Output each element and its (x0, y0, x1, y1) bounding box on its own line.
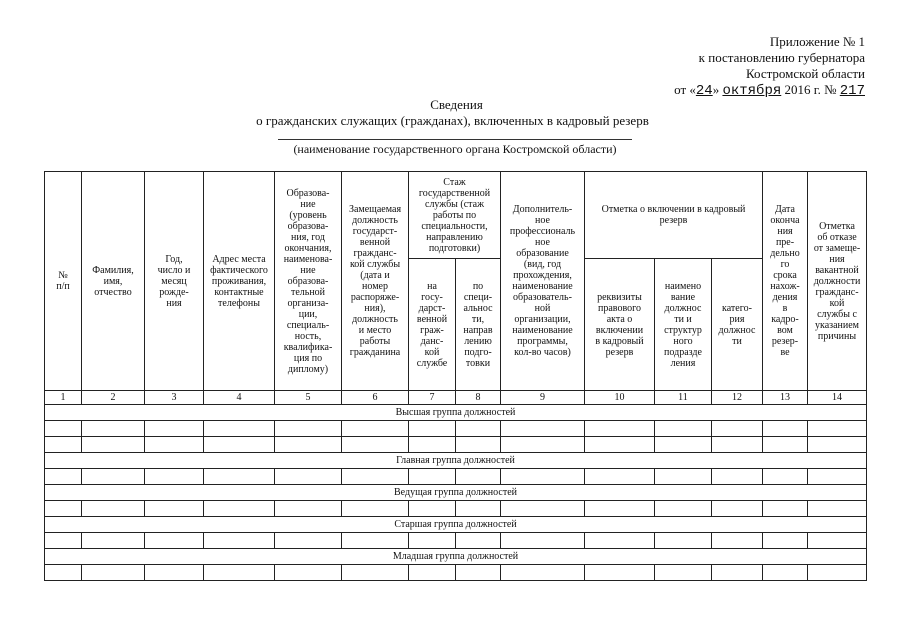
table-cell[interactable] (655, 565, 712, 581)
table-cell[interactable] (808, 437, 867, 453)
table-cell[interactable] (808, 501, 867, 517)
table-cell[interactable] (204, 421, 275, 437)
table-cell[interactable] (409, 437, 456, 453)
header-birth: Год, число и месяц рожде- ния (145, 172, 204, 391)
decree-number: 217 (839, 83, 865, 99)
header-position: Замещаемая должность государст- венной гражданс- кой службы (дата и номер распоряже- ния), должность и место работы гражданина (342, 172, 409, 391)
date-day: 24 (695, 83, 713, 99)
col-num: 8 (456, 391, 501, 405)
table-row (45, 533, 867, 549)
header-experience: Стаж государственной службы (стаж работы по специальности, направлению подготовки) (409, 172, 501, 259)
table-cell[interactable] (763, 565, 808, 581)
table-cell[interactable] (585, 565, 655, 581)
annex-header (605, 34, 865, 99)
table-cell[interactable] (808, 421, 867, 437)
table-cell[interactable] (82, 533, 145, 549)
table-cell[interactable] (712, 501, 763, 517)
table-cell[interactable] (82, 421, 145, 437)
table-cell[interactable] (585, 437, 655, 453)
table-cell[interactable] (342, 565, 409, 581)
table-cell[interactable] (456, 421, 501, 437)
table-cell[interactable] (501, 565, 585, 581)
table-cell[interactable] (342, 501, 409, 517)
table-cell[interactable] (145, 469, 204, 485)
table-cell[interactable] (501, 421, 585, 437)
table-cell[interactable] (712, 565, 763, 581)
table-cell[interactable] (45, 469, 82, 485)
col-num: 7 (409, 391, 456, 405)
header-position-title: наимено вание должнос ти и структур ного подразде ления (655, 259, 712, 391)
header-name: Фамилия, имя, отчество (82, 172, 145, 391)
table-cell[interactable] (204, 469, 275, 485)
group-row-main (45, 453, 867, 469)
group-row-junior (45, 549, 867, 565)
table-cell[interactable] (585, 469, 655, 485)
table-cell[interactable] (409, 565, 456, 581)
table-cell[interactable] (82, 437, 145, 453)
header-additional-education: Дополнитель- ное профессиональ ное образование (вид, год прохождения, наименование образователь- ной организации, наименование программы, кол-во часов) (501, 172, 585, 391)
table-cell[interactable] (655, 437, 712, 453)
table-cell[interactable] (342, 437, 409, 453)
col-num: 14 (808, 391, 867, 405)
table-cell[interactable] (409, 421, 456, 437)
table-cell[interactable] (342, 469, 409, 485)
column-number-row (45, 391, 867, 405)
reserve-table (44, 171, 867, 581)
table-cell[interactable] (763, 501, 808, 517)
col-num: 2 (82, 391, 145, 405)
table-cell[interactable] (501, 501, 585, 517)
table-cell[interactable] (808, 533, 867, 549)
header-end-date: Дата оконча ния пре- дельно го срока нахож- дения в кадро- вом резер- ве (763, 172, 808, 391)
group-label: Младшая группа должностей (45, 549, 867, 565)
header-row-1 (45, 172, 867, 259)
table-cell[interactable] (145, 437, 204, 453)
group-label: Главная группа должностей (45, 453, 867, 469)
table-cell[interactable] (712, 437, 763, 453)
table-cell[interactable] (585, 501, 655, 517)
header-refusal: Отметка об отказе от замеще- ния вакантной должности гражданс- кой службы с указанием причины (808, 172, 867, 391)
org-name-line (278, 139, 632, 140)
table-cell[interactable] (655, 533, 712, 549)
header-act-details: реквизиты правового акта о включении в кадровый резерв (585, 259, 655, 391)
table-cell[interactable] (501, 533, 585, 549)
table-cell[interactable] (82, 565, 145, 581)
col-num: 5 (275, 391, 342, 405)
table-cell[interactable] (808, 565, 867, 581)
table-cell[interactable] (501, 437, 585, 453)
header-inclusion-mark: Отметка о включении в кадровый резерв (585, 172, 763, 259)
table-cell[interactable] (585, 421, 655, 437)
col-num: 6 (342, 391, 409, 405)
table-cell[interactable] (409, 469, 456, 485)
table-cell[interactable] (82, 501, 145, 517)
table-cell[interactable] (145, 421, 204, 437)
table-cell[interactable] (45, 565, 82, 581)
group-label: Старшая группа должностей (45, 517, 867, 533)
table-cell[interactable] (456, 533, 501, 549)
table-cell[interactable] (712, 469, 763, 485)
col-num: 12 (712, 391, 763, 405)
table-row (45, 469, 867, 485)
table-row (45, 437, 867, 453)
table-cell[interactable] (655, 501, 712, 517)
annex-ref: к постановлению губернатора (698, 50, 865, 65)
table-cell[interactable] (456, 501, 501, 517)
table-cell[interactable] (275, 469, 342, 485)
table-cell[interactable] (204, 533, 275, 549)
table-cell[interactable] (763, 469, 808, 485)
annex-region: Костромской области (745, 66, 865, 81)
table-cell[interactable] (45, 421, 82, 437)
table-cell[interactable] (409, 533, 456, 549)
date-month: октября (722, 83, 782, 99)
header-number: № п/п (45, 172, 82, 391)
table-cell[interactable] (204, 501, 275, 517)
table-cell[interactable] (808, 469, 867, 485)
table-cell[interactable] (763, 533, 808, 549)
col-num: 13 (763, 391, 808, 405)
header-exp-civil: на госу- дарст- венной граж- данс- кой службе (409, 259, 456, 391)
table-cell[interactable] (342, 533, 409, 549)
table-cell[interactable] (145, 501, 204, 517)
group-row-highest (45, 405, 867, 421)
table-cell[interactable] (45, 533, 82, 549)
group-label: Высшая группа должностей (45, 405, 867, 421)
table-cell[interactable] (655, 469, 712, 485)
annex-title: Приложение № 1 (769, 34, 865, 49)
table-cell[interactable] (45, 437, 82, 453)
table-cell[interactable] (204, 437, 275, 453)
header-category: катего- рия должнос ти (712, 259, 763, 391)
table-cell[interactable] (655, 421, 712, 437)
col-num: 4 (204, 391, 275, 405)
header-exp-specialty: по специ- альнос ти, направ лению подго- товки (456, 259, 501, 391)
document-title (0, 97, 905, 129)
col-num: 3 (145, 391, 204, 405)
table-cell[interactable] (204, 565, 275, 581)
col-num: 1 (45, 391, 82, 405)
table-cell[interactable] (501, 469, 585, 485)
header-education: Образова- ние (уровень образова- ния, год окончания, наименова- ние образова- тельной организа- ции, специаль- ность, квалифика- ция по диплому) (275, 172, 342, 391)
table-cell[interactable] (409, 501, 456, 517)
table-row (45, 565, 867, 581)
table-cell[interactable] (712, 533, 763, 549)
table-row (45, 501, 867, 517)
date-year: 2016 г. № (781, 82, 840, 97)
table-cell[interactable] (275, 501, 342, 517)
col-num: 10 (585, 391, 655, 405)
org-name-caption: (наименование государственного органа Костромской области) (293, 142, 617, 156)
table-cell[interactable] (585, 533, 655, 549)
table-cell[interactable] (275, 437, 342, 453)
table-cell[interactable] (763, 421, 808, 437)
date-prefix: от « (674, 82, 696, 97)
table-cell[interactable] (45, 501, 82, 517)
table-cell[interactable] (275, 421, 342, 437)
date-mid: » (712, 82, 723, 97)
col-num: 9 (501, 391, 585, 405)
table-cell[interactable] (712, 421, 763, 437)
table-cell[interactable] (145, 533, 204, 549)
table-cell[interactable] (342, 421, 409, 437)
group-label: Ведущая группа должностей (45, 485, 867, 501)
title-line-1: Сведения (430, 97, 483, 112)
table-cell[interactable] (456, 565, 501, 581)
table-cell[interactable] (82, 469, 145, 485)
table-cell[interactable] (763, 437, 808, 453)
table-row (45, 421, 867, 437)
table-cell[interactable] (275, 533, 342, 549)
table-cell[interactable] (145, 565, 204, 581)
table-cell[interactable] (456, 469, 501, 485)
table-cell[interactable] (275, 565, 342, 581)
group-row-senior (45, 517, 867, 533)
col-num: 11 (655, 391, 712, 405)
header-address: Адрес места фактического проживания, контактные телефоны (204, 172, 275, 391)
table-cell[interactable] (456, 437, 501, 453)
group-row-leading (45, 485, 867, 501)
title-line-2: о гражданских служащих (гражданах), включенных в кадровый резерв (256, 113, 649, 128)
